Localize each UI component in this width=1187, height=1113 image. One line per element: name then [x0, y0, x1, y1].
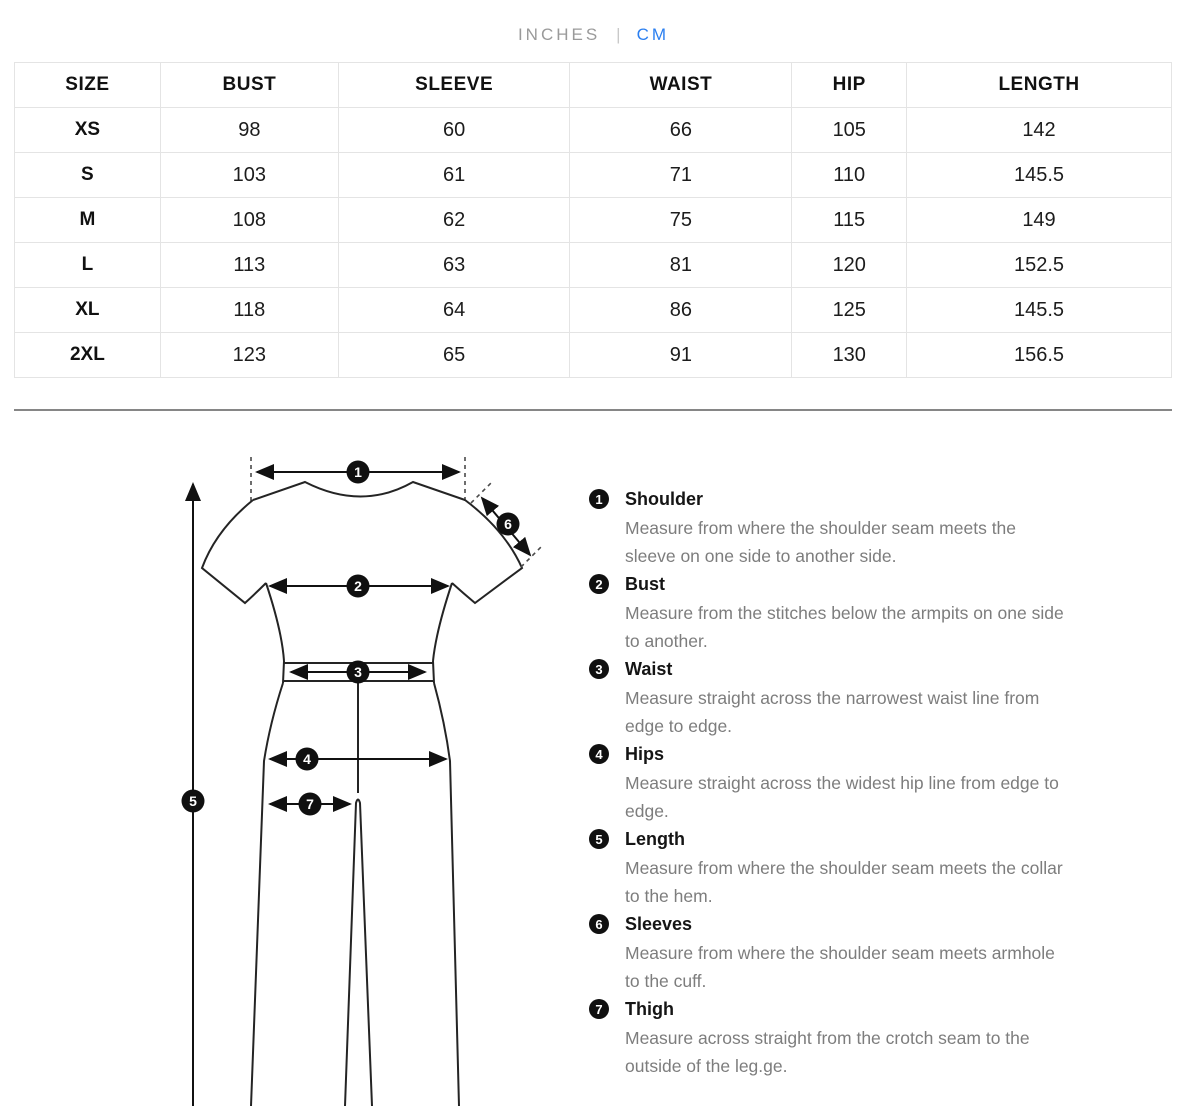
- measurement-value: 65: [338, 333, 569, 378]
- measurement-value: 66: [570, 108, 792, 153]
- legend-item-description: Measure from where the shoulder seam meets armhole to the cuff.: [625, 943, 1055, 991]
- diagram-marker-4: [296, 748, 319, 771]
- svg-text:2: 2: [354, 578, 362, 594]
- legend-number-badge: 3: [589, 659, 609, 679]
- legend-item-bust: [589, 570, 1163, 655]
- legend-item-title: Bust: [625, 574, 665, 594]
- legend-item-description: Measure straight across the narrowest waist line from edge to edge.: [625, 688, 1040, 736]
- measurement-value: 156.5: [907, 333, 1172, 378]
- diagram-marker-2: [347, 575, 370, 598]
- size-row-2xl: [15, 333, 1172, 378]
- legend-item-description: Measure from where the shoulder seam meets the collar to the hem.: [625, 858, 1063, 906]
- measurement-value: 120: [792, 243, 907, 288]
- measurement-value: 108: [160, 198, 338, 243]
- size-row-m: [15, 198, 1172, 243]
- measurement-value: 118: [160, 288, 338, 333]
- legend-item-waist: [589, 655, 1163, 740]
- legend-item-shoulder: [589, 485, 1163, 570]
- legend-item-hips: [589, 740, 1163, 825]
- measurement-value: 110: [792, 153, 907, 198]
- measurement-guide-section: [0, 431, 1187, 1106]
- garment-left-sleeve: [202, 500, 266, 603]
- garment-inner-legs: [345, 800, 372, 1107]
- legend-item-title: Shoulder: [625, 489, 704, 509]
- unit-separator: |: [616, 25, 621, 44]
- measurement-value: 86: [570, 288, 792, 333]
- size-row-xs: [15, 108, 1172, 153]
- measurement-value: 142: [907, 108, 1172, 153]
- legend-number-badge: 5: [589, 829, 609, 849]
- garment-neck-shoulders: [253, 482, 465, 500]
- legend-item-description: Measure straight across the widest hip line from edge to edge.: [625, 773, 1059, 821]
- legend-item-description: Measure from where the shoulder seam meets the sleeve on one side to another side.: [625, 518, 1017, 566]
- measurement-value: 81: [570, 243, 792, 288]
- unit-option-cm[interactable]: CM: [636, 25, 670, 44]
- measurement-value: 152.5: [907, 243, 1172, 288]
- size-label: L: [15, 243, 161, 288]
- measurement-value: 63: [338, 243, 569, 288]
- column-header-hip: HIP: [792, 63, 907, 108]
- garment-torso-right: [433, 583, 452, 661]
- column-header-length: LENGTH: [907, 63, 1172, 108]
- legend-item-title: Sleeves: [625, 914, 693, 934]
- legend-item-title: Hips: [625, 744, 665, 764]
- diagram-marker-5: [182, 790, 205, 813]
- diagram-marker-1: [347, 461, 370, 484]
- measurement-legend: [585, 431, 1187, 1106]
- size-label: XL: [15, 288, 161, 333]
- legend-number-badge: 7: [589, 999, 609, 1019]
- size-row-xl: [15, 288, 1172, 333]
- legend-item-length: [589, 825, 1163, 910]
- legend-item-title: Waist: [625, 659, 673, 679]
- unit-option-inches[interactable]: INCHES: [517, 25, 601, 44]
- size-label: 2XL: [15, 333, 161, 378]
- size-row-l: [15, 243, 1172, 288]
- column-header-size: SIZE: [15, 63, 161, 108]
- column-header-sleeve: SLEEVE: [338, 63, 569, 108]
- legend-item-thigh: [589, 995, 1163, 1080]
- legend-item-title: Thigh: [625, 999, 674, 1019]
- legend-number-badge: 4: [589, 744, 609, 764]
- measurement-value: 103: [160, 153, 338, 198]
- size-label: XS: [15, 108, 161, 153]
- measurement-value: 105: [792, 108, 907, 153]
- unit-toggle: [0, 0, 1187, 48]
- legend-item-title: Length: [625, 829, 685, 849]
- measurement-value: 61: [338, 153, 569, 198]
- svg-text:4: 4: [303, 751, 311, 767]
- measurement-value: 149: [907, 198, 1172, 243]
- size-label: M: [15, 198, 161, 243]
- garment-hip-left: [251, 683, 283, 1106]
- measurement-value: 130: [792, 333, 907, 378]
- size-table: [14, 62, 1172, 378]
- measurement-value: 98: [160, 108, 338, 153]
- column-header-waist: WAIST: [570, 63, 792, 108]
- measurement-value: 115: [792, 198, 907, 243]
- measurement-value: 60: [338, 108, 569, 153]
- measurement-value: 91: [570, 333, 792, 378]
- measurement-value: 113: [160, 243, 338, 288]
- diagram-marker-7: [299, 793, 322, 816]
- diagram-marker-6: [497, 513, 520, 536]
- measurement-value: 62: [338, 198, 569, 243]
- measurement-value: 75: [570, 198, 792, 243]
- column-header-bust: BUST: [160, 63, 338, 108]
- garment-hip-right: [434, 683, 459, 1106]
- jumpsuit-measurement-illustration: [0, 431, 585, 1106]
- garment-diagram: [0, 431, 585, 1106]
- svg-text:7: 7: [306, 796, 314, 812]
- svg-text:3: 3: [354, 664, 362, 680]
- measurement-value: 123: [160, 333, 338, 378]
- legend-number-badge: 6: [589, 914, 609, 934]
- legend-item-description: Measure from the stitches below the armpits on one side to another.: [625, 603, 1064, 651]
- size-label: S: [15, 153, 161, 198]
- svg-text:5: 5: [189, 793, 197, 809]
- legend-number-badge: 1: [589, 489, 609, 509]
- measurement-value: 145.5: [907, 153, 1172, 198]
- garment-torso-left: [266, 583, 284, 661]
- legend-item-description: Measure across straight from the crotch seam to the outside of the leg.ge.: [625, 1028, 1030, 1076]
- svg-text:6: 6: [504, 516, 512, 532]
- measurement-value: 64: [338, 288, 569, 333]
- measurement-value: 125: [792, 288, 907, 333]
- sleeve-guide-top: [471, 481, 493, 503]
- measurement-value: 145.5: [907, 288, 1172, 333]
- svg-text:1: 1: [354, 464, 362, 480]
- size-row-s: [15, 153, 1172, 198]
- diagram-marker-3: [347, 661, 370, 684]
- legend-item-sleeves: [589, 910, 1163, 995]
- section-divider: [14, 409, 1172, 411]
- legend-number-badge: 2: [589, 574, 609, 594]
- measurement-value: 71: [570, 153, 792, 198]
- size-table-header-row: [15, 63, 1172, 108]
